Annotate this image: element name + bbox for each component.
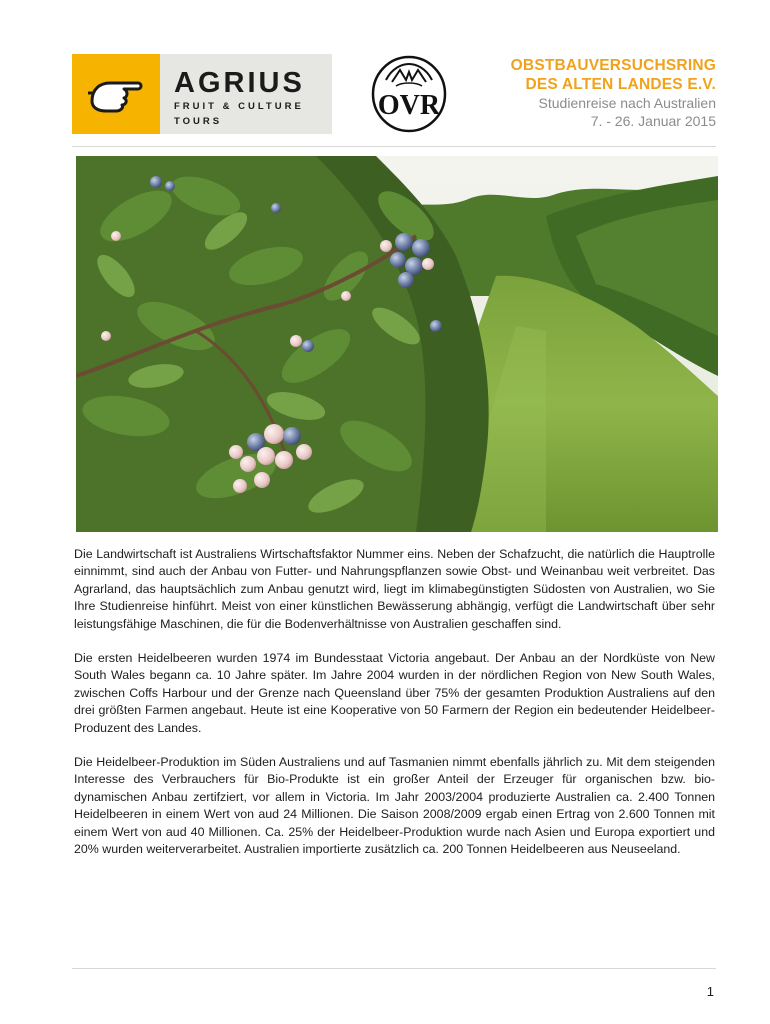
organization-name-line-1: OBSTBAUVERSUCHSRING [510,57,716,74]
ovr-logo-text: OVR [377,90,441,121]
agrius-tagline-2: TOURS [174,116,223,127]
blueberry-orchard-photo [76,156,718,532]
header-divider [72,146,716,147]
agrius-logo [72,54,332,134]
page-number: 1 [706,984,714,999]
agrius-name: AGRIUS [174,67,305,99]
agrius-hand-icon [72,54,160,134]
trip-title: Studienreise nach Australien [538,95,716,111]
paragraph: Die ersten Heidelbeeren wurden 1974 im Bundesstaat Victoria angebaut. Der Anbau an der Nordküste von New South Wales begann ca. 10 Jahre später. Im Jahre 2004 wurden in der nördlichen Region von New South Wales, zwischen Coffs Harbour und der Grenze nach Queensland über 75% der gesamten Produktion Australiens auf den drei größten Farmen angebaut. Heute ist eine Kooperative von 50 Farmern der Region ein bedeutender Heidelbeer-Produzent des Landes. [74,651,715,735]
paragraph: Die Landwirtschaft ist Australiens Wirtschaftsfaktor Nummer eins. Neben der Schafzucht, die natürlich die Hauptrolle einnimmt, sind auch der Anbau von Futter- und Nahrungspflanzen sowie Obst- und Weinanbau weit verbreitet. Das Agrarland, das hauptsächlich zum Anbau genutzt wird, liegt im klimabegünstigten Südosten von Australien, wo Sie Ihre Studienreise hinführt. Meist von einer künstlichen Bewässerung abhängig, verfügt die Landwirtschaft über sehr leistungsfähige Maschinen, die für die Bodenverhältnisse von Australien geschaffen sind. [74,547,715,631]
organization-name-line-2: DES ALTEN LANDES E.V. [525,76,716,93]
agrius-tagline-1: FRUIT & CULTURE [174,101,304,112]
paragraph: Die Heidelbeer-Produktion im Süden Australiens und auf Tasmanien nimmt ebenfalls jährlich zu. Mit dem steigenden Interesse des Verbrauchers für Bio-Produkte ist ein großer Anteil der Erzeuger für organischen bzw. bio-dynamischen Anbau zertifziert, vor allem in Victoria. Im Jahr 2003/2004 produzierte Australien ca. 2.400 Tonnen Heidelbeeren in einem Wert von aud 24 Millionen. Die Saison 2008/2009 ergab einen Ertrag von 2.600 Tonnen mit einem Wert von aud 40 Millionen. Ca. 25% der Heidelbeer-Produktion wurde nach Asien und Europa exportiert und 20% wurden weiterverarbeitet. Australien importierte zusätzlich ca. 200 Tonnen Heidelbeeren aus Neuseeland. [74,755,715,857]
ovr-logo [356,52,462,136]
organization-header [511,56,716,130]
article-body [74,546,715,876]
footer-divider [72,968,716,969]
trip-dates: 7. - 26. Januar 2015 [590,113,716,129]
